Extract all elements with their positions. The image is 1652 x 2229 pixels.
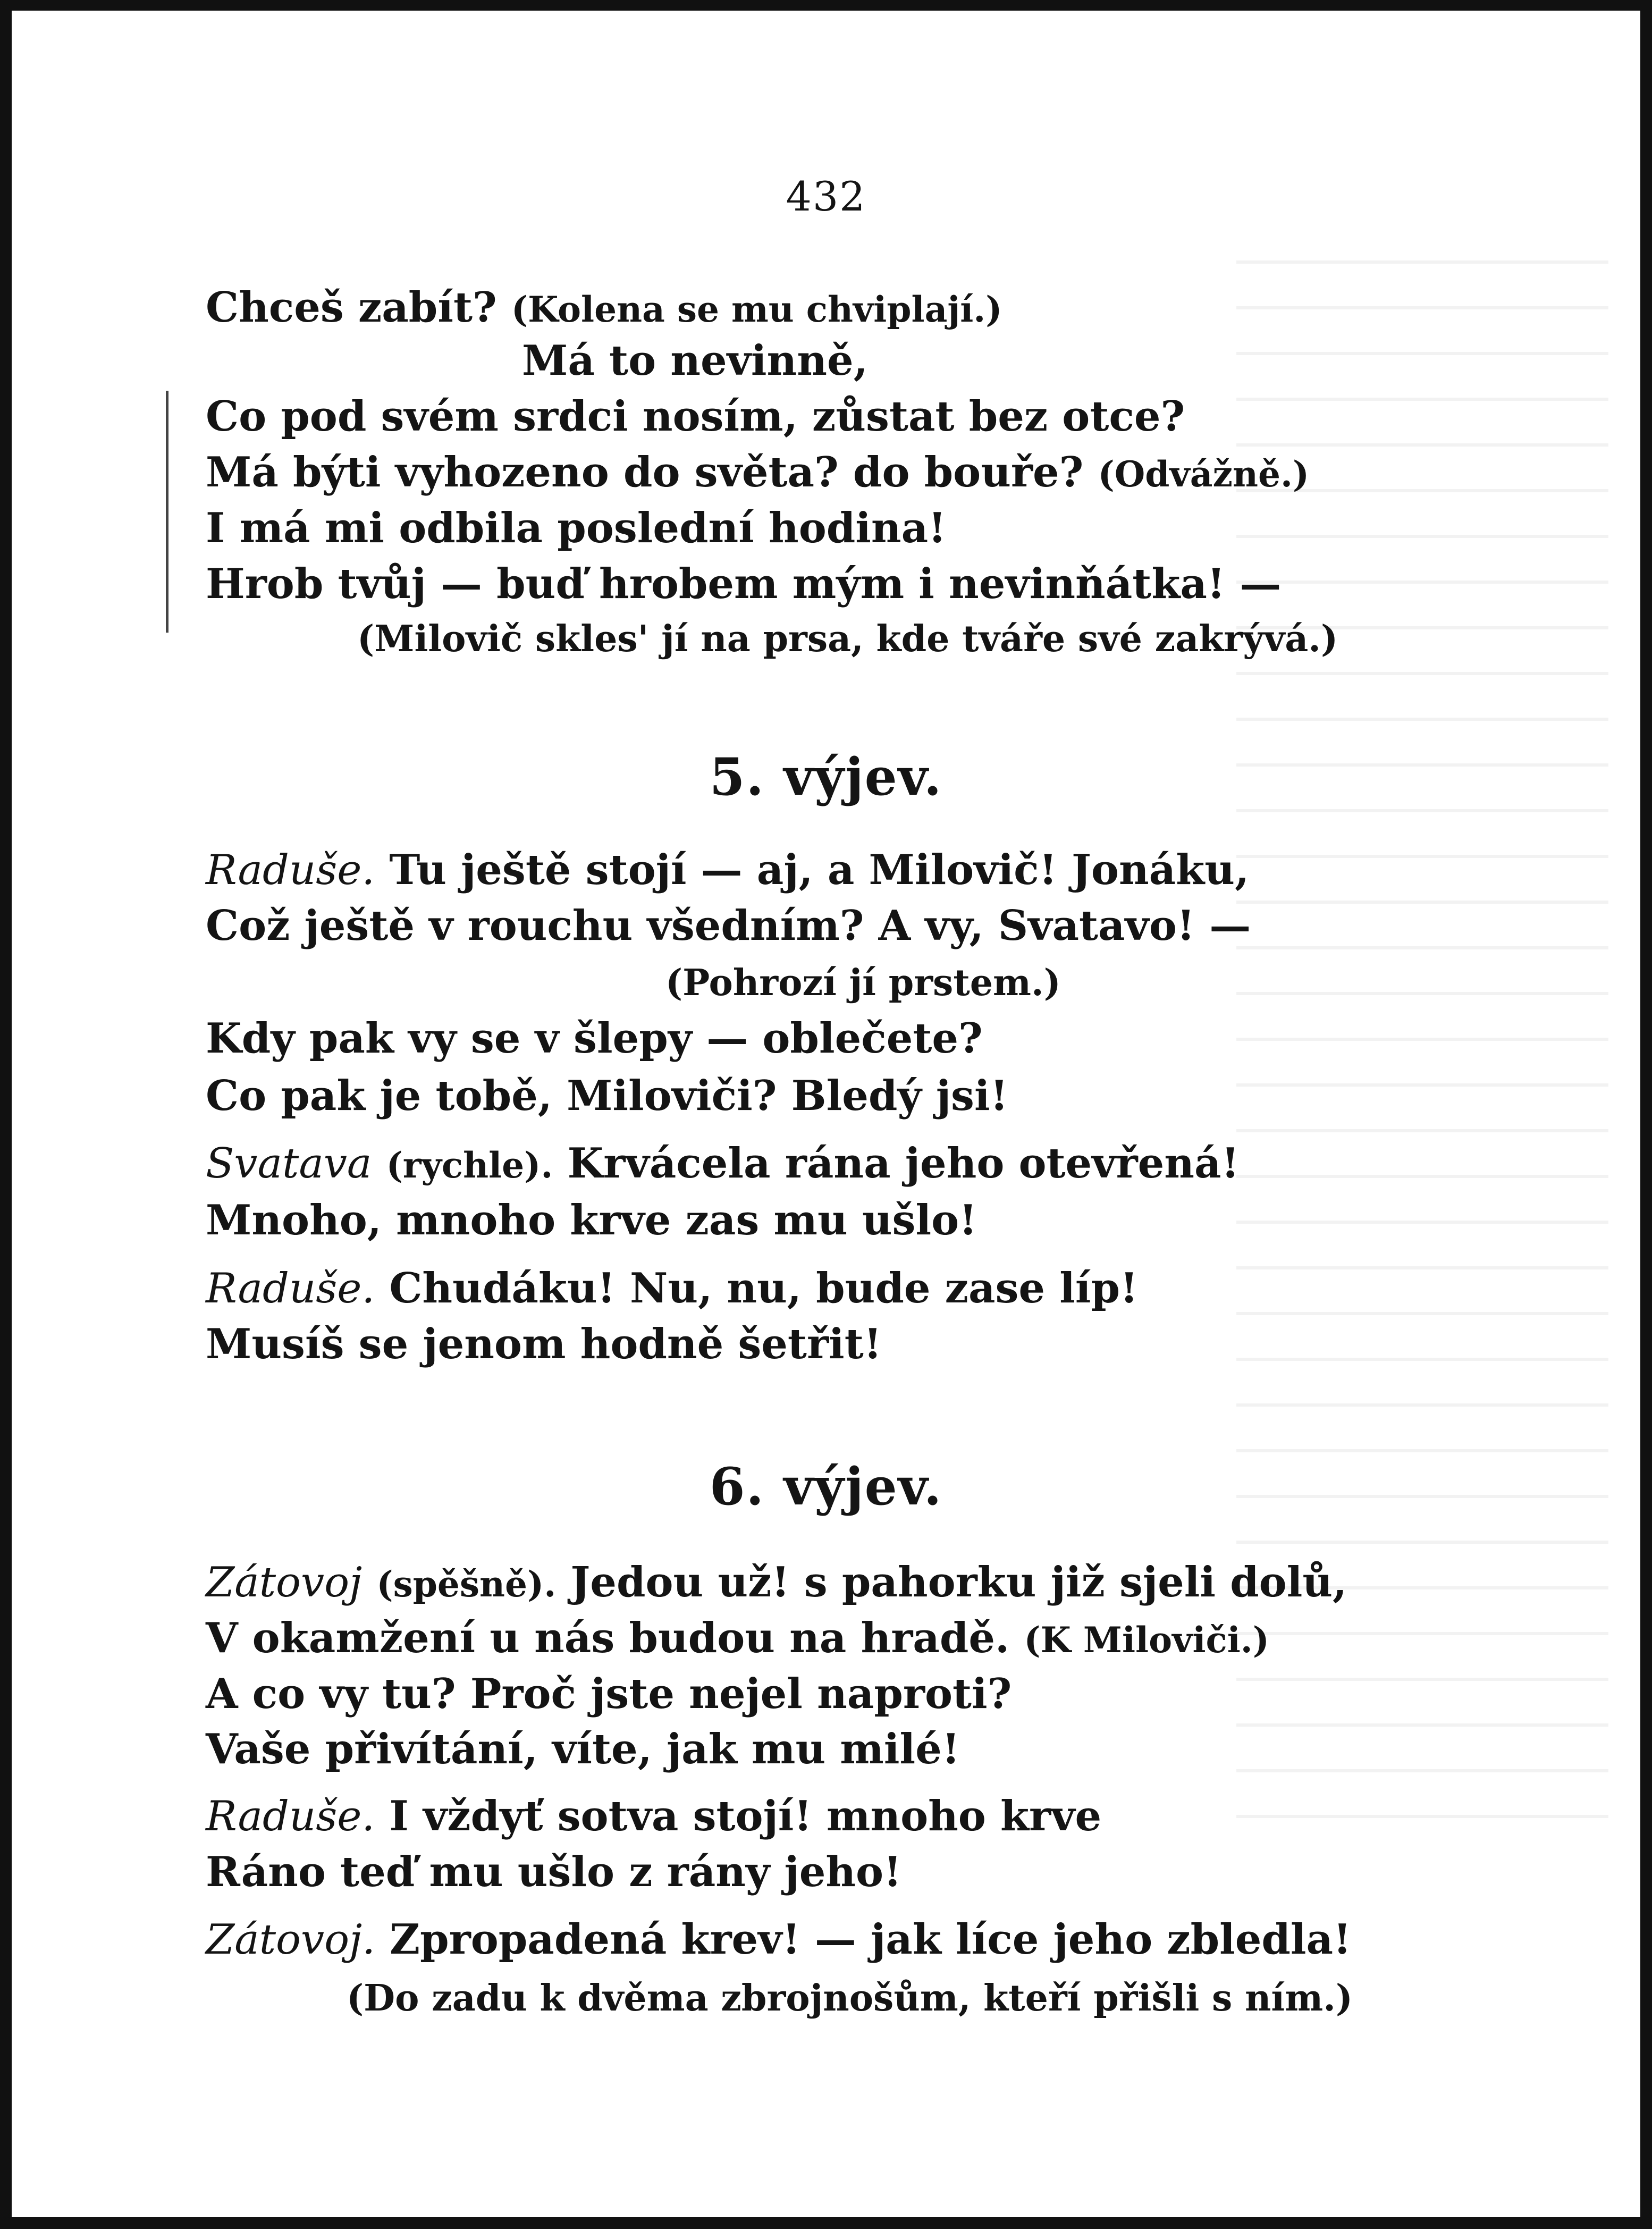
book-page [12, 11, 1640, 2217]
scene5-line-7: Mnoho, mnoho krve zas mu ušlo! [206, 1196, 977, 1244]
stage-direction: (K Miloviči.) [1024, 1619, 1270, 1661]
verse-text: Chceš zabít? [206, 283, 497, 332]
verse-line-4 [206, 448, 1310, 497]
show-through-texture [1236, 260, 1608, 1855]
speaker-name: Raduše. [206, 1793, 375, 1840]
scene5-line-1 [206, 846, 1250, 894]
stage-direction: (Odvážně.) [1098, 453, 1310, 495]
scene5-line-9: Musíš se jenom hodně šetřit! [206, 1320, 882, 1368]
speaker-name: Zátovoj. [206, 1916, 376, 1964]
verse-text: V okamžení u nás budou na hradě. [206, 1614, 1010, 1662]
page-number: 432 [786, 173, 866, 220]
verse-line-5: I má mi odbila poslední hodina! [206, 504, 947, 552]
verse-text: Má býti vyhozeno do světa? do bouře? [206, 448, 1084, 497]
scene5-stage-direction: (Pohrozí jí prstem.) [665, 962, 1061, 1004]
verse-text: Jedou už! s pahorku již sjeli dolů, [570, 1558, 1347, 1606]
stage-direction-line: (Milovič skles' jí na prsa, kde tváře své zakrývá.) [357, 618, 1338, 660]
scene6-line-1 [206, 1558, 1347, 1606]
verse-text: Krvácela rána jeho otevřená! [567, 1139, 1240, 1188]
stage-direction: (rychle). [386, 1145, 553, 1186]
speaker-name: Zátovoj [206, 1559, 363, 1606]
speaker-name: Raduše. [206, 1265, 375, 1313]
scene5-line-2: Což ještě v rouchu všedním? A vy, Svatavo! — [206, 902, 1251, 950]
scene6-line-3: A co vy tu? Proč jste nejel naproti? [206, 1670, 1012, 1718]
scene5-line-8 [206, 1264, 1139, 1313]
stage-direction: (Kolena se mu chviplají.) [511, 289, 1002, 330]
verse-line-6: Hrob tvůj — buď hrobem mým i nevinňátka! — [206, 560, 1282, 608]
verse-line-2: Má to nevinně, [522, 337, 868, 385]
stage-direction: (spěšně). [376, 1563, 557, 1605]
margin-pencil-mark [166, 391, 168, 633]
verse-line-1 [206, 283, 1002, 332]
scene5-line-4: Kdy pak vy se v šlepy — oblečete? [206, 1014, 983, 1063]
verse-text: Zpropadená krev! — jak líce jeho zbledla! [390, 1915, 1352, 1964]
scene6-line-2 [206, 1614, 1270, 1662]
scene6-line-7 [206, 1915, 1352, 1964]
scene-6-heading: 6. výjev. [709, 1457, 943, 1517]
scene6-line-6: Ráno teď mu ušlo z rány jeho! [206, 1848, 902, 1896]
speaker-name: Svatava [206, 1140, 372, 1188]
scene6-line-5 [206, 1792, 1102, 1840]
verse-text: Chudáku! Nu, nu, bude zase líp! [389, 1264, 1139, 1313]
verse-line-3: Co pod svém srdci nosím, zůstat bez otce? [206, 392, 1185, 441]
verse-text: I vždyť sotva stojí! mnoho krve [389, 1792, 1102, 1840]
scene5-line-5: Co pak je tobě, Miloviči? Bledý jsi! [206, 1072, 1008, 1120]
scene6-line-4: Vaše přivítání, víte, jak mu milé! [206, 1725, 960, 1773]
scene-5-heading: 5. výjev. [709, 747, 943, 807]
scene6-stage-direction: (Do zadu k dvěma zbrojnošům, kteří přišli s ním.) [347, 1977, 1353, 2020]
scene5-line-6 [206, 1139, 1240, 1188]
speaker-name: Raduše. [206, 846, 375, 894]
verse-text: Tu ještě stojí — aj, a Milovič! Jonáku, [389, 846, 1250, 894]
